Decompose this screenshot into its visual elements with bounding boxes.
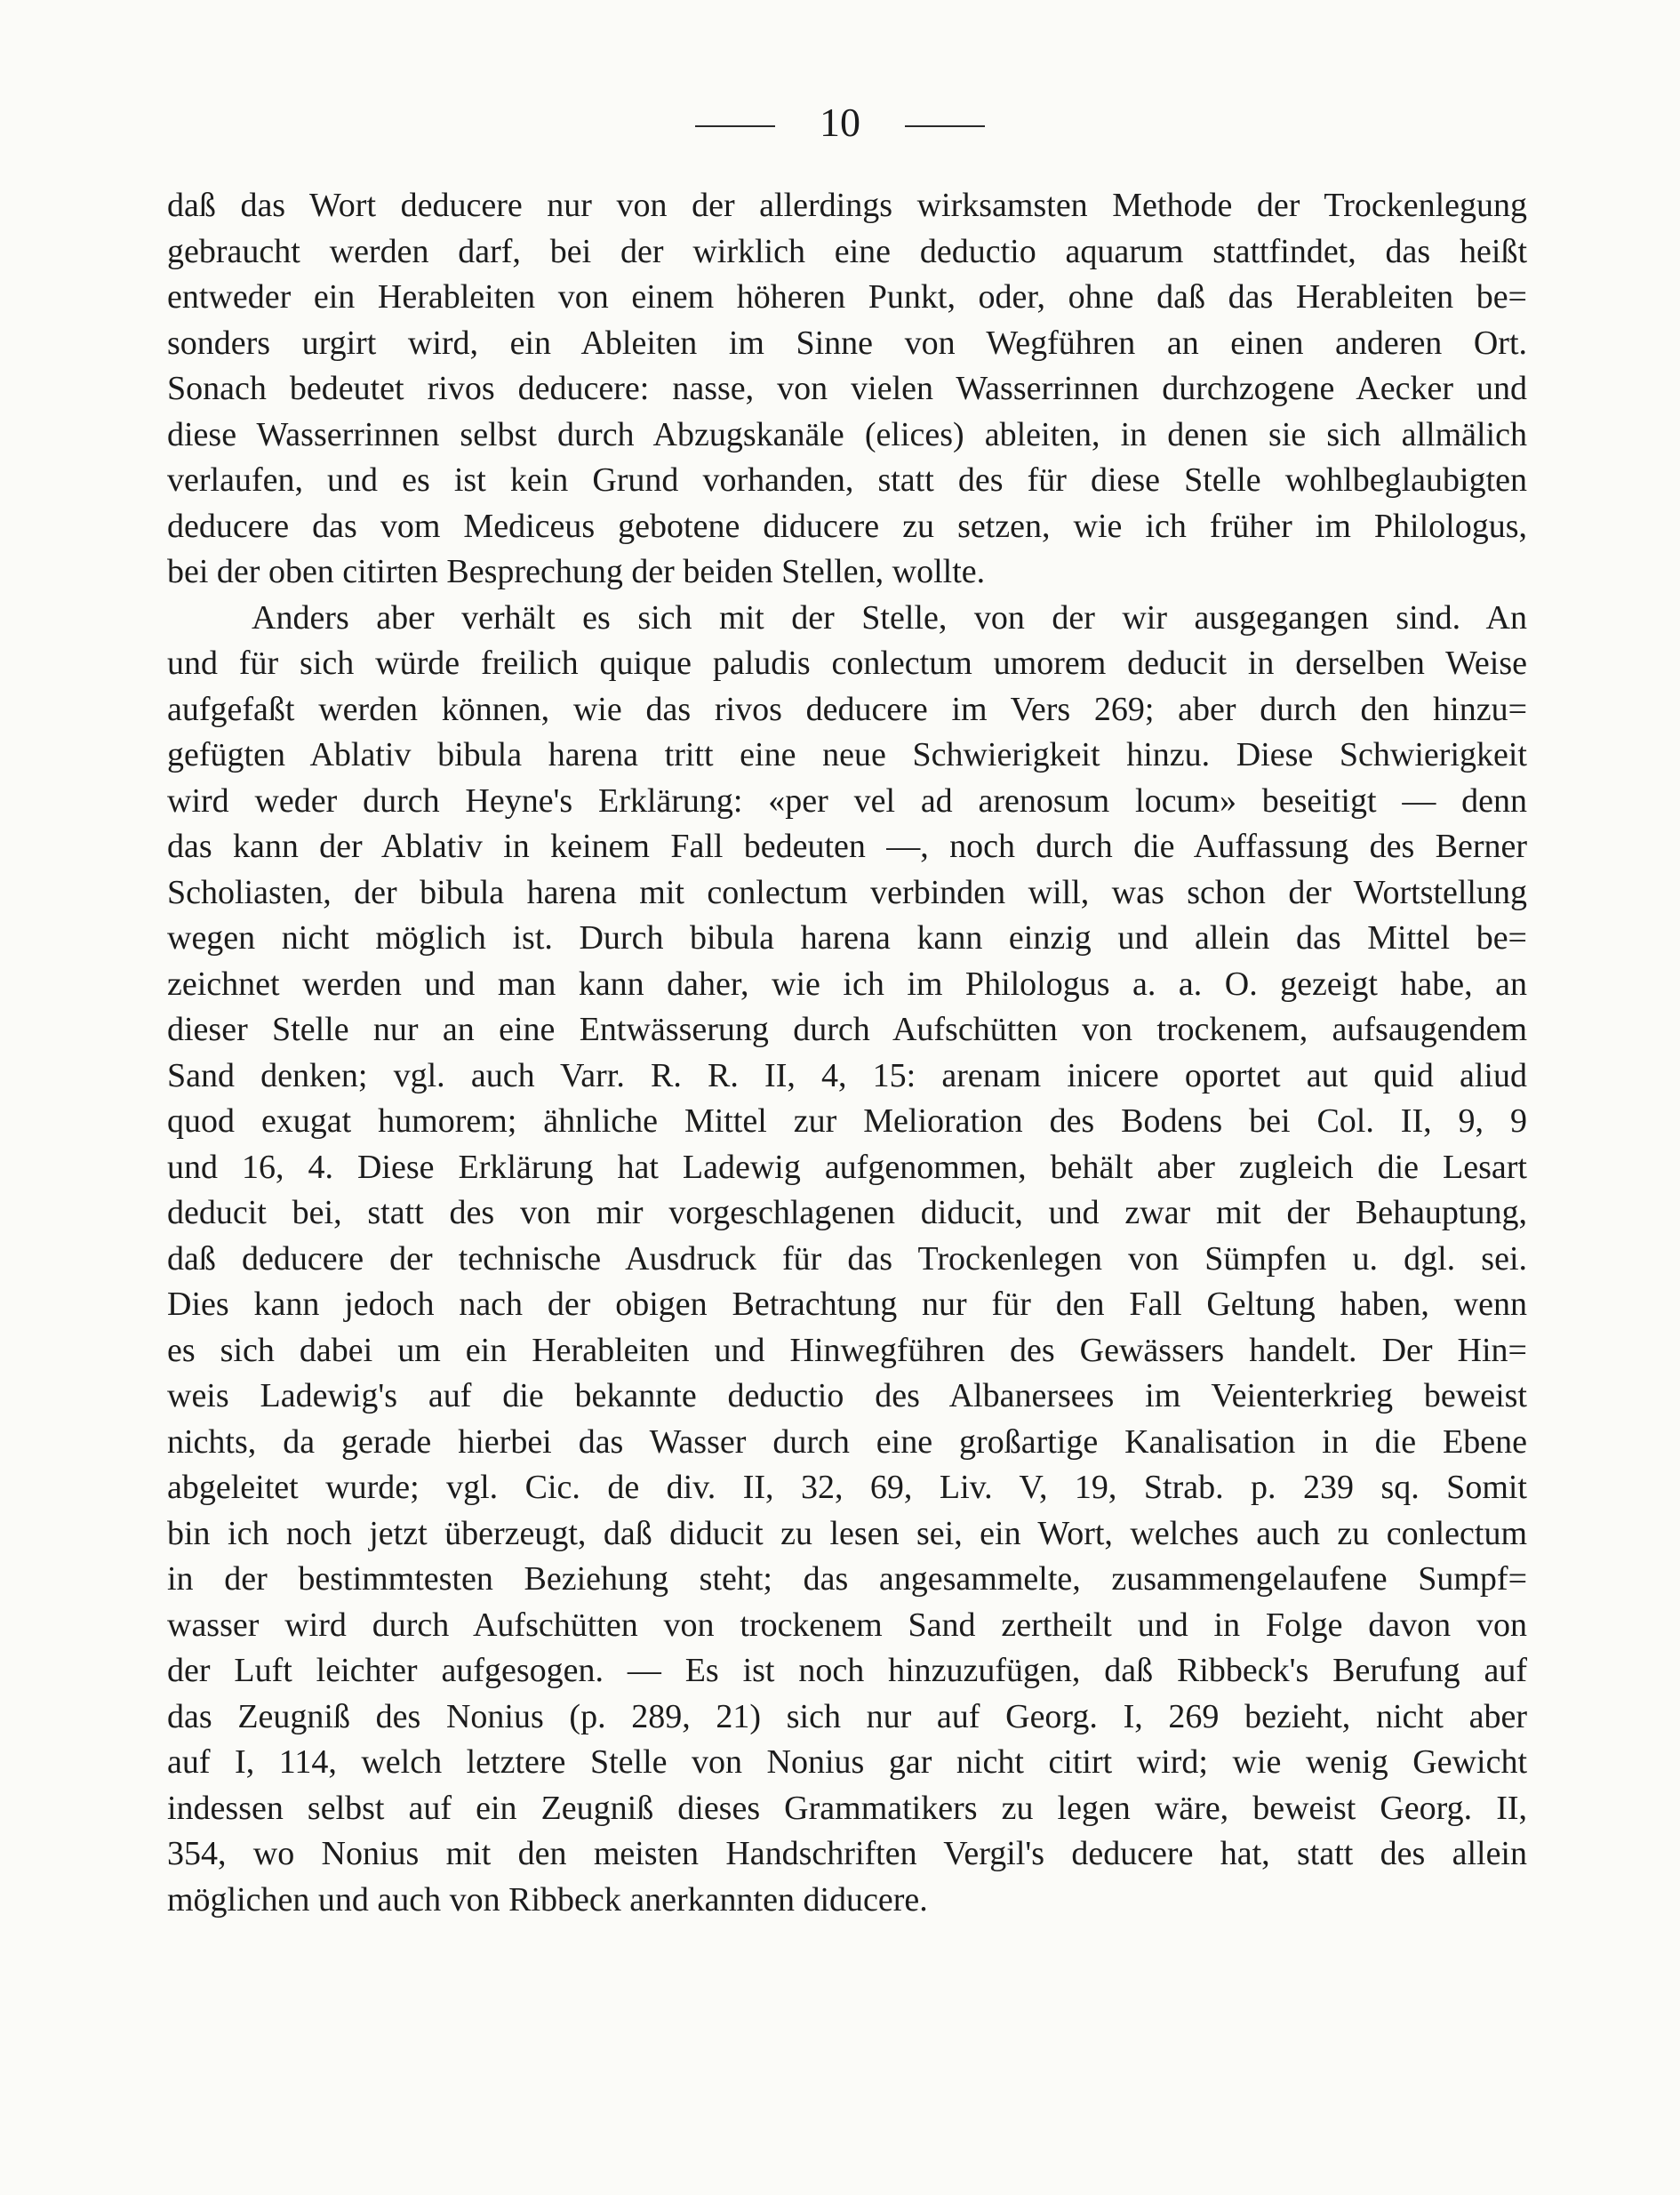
text-line: und für sich würde freilich quique paludis conlectum umorem deducit in derselben Weise (167, 645, 1527, 682)
text-line: Anders aber verhält es sich mit der Stelle, von der wir ausgegangen sind. An (252, 598, 1527, 637)
text-line: es sich dabei um ein Herableiten und Hinwegführen des Gewässers handelt. Der Hin= (167, 1331, 1527, 1369)
text-line: gebraucht werden darf, bei der wirklich eine deductio aquarum stattfindet, das heißt (167, 232, 1527, 270)
text-line: Sand denken; vgl. auch Varr. R. R. II, 4, 15: arenam inicere oportet aut quid aliud (167, 1056, 1527, 1094)
text-line: das kann der Ablativ in keinem Fall bedeuten —, noch durch die Auffassung des Berner (167, 828, 1527, 865)
text-line: und 16, 4. Diese Erklärung hat Ladewig aufgenommen, behält aber zugleich die Lesart (167, 1148, 1527, 1186)
text-line: deducit bei, statt des von mir vorgeschlagenen diducit, und zwar mit der Behauptung, (167, 1194, 1527, 1231)
text-line: diese Wasserrinnen selbst durch Abzugskanäle (elices) ableiten, in denen sie sich allmälich (167, 415, 1527, 453)
text-line: daß das Wort deducere nur von der allerdings wirksamsten Methode der Trockenlegung (167, 187, 1527, 224)
text-line: in der bestimmtesten Beziehung steht; das angesammelte, zusammengelaufene Sumpf= (167, 1560, 1527, 1598)
text-line: nichts, da gerade hierbei das Wasser durch eine großartige Kanalisation in die Ebene (167, 1422, 1527, 1461)
paragraph-2 (167, 596, 1527, 1924)
text-line: 354, wo Nonius mit den meisten Handschriften Vergil's deducere hat, statt des allein (167, 1835, 1527, 1872)
text-line: gefügten Ablativ bibula harena tritt eine neue Schwierigkeit hinzu. Diese Schwierigkeit (167, 736, 1527, 773)
text-line: aufgefaßt werden können, wie das rivos deducere im Vers 269; aber durch den hinzu= (167, 690, 1527, 728)
text-line: wegen nicht möglich ist. Durch bibula harena kann einzig und allein das Mittel be= (167, 919, 1527, 957)
text-line: verlaufen, und es ist kein Grund vorhanden, statt des für diese Stelle wohlbeglaubigten (167, 461, 1527, 499)
text-line: Scholiasten, der bibula harena mit conlectum verbinden will, was schon der Wortstellung (167, 873, 1527, 911)
text-line: der Luft leichter aufgesogen. — Es ist noch hinzuzufügen, daß Ribbeck's Berufung auf (167, 1652, 1527, 1689)
page-number: 10 (820, 100, 860, 145)
text-line: das Zeugniß des Nonius (p. 289, 21) sich nur auf Georg. I, 269 bezieht, nicht aber (167, 1697, 1527, 1735)
text-line: daß deducere der technische Ausdruck für das Trockenlegen von Sümpfen u. dgl. sei. (167, 1239, 1527, 1278)
page-header (0, 96, 1680, 149)
text-line: wasser wird durch Aufschütten von trockenem Sand zertheilt und in Folge davon von (167, 1606, 1527, 1644)
text-line: weis Ladewig's auf die bekannte deductio des Albanersees im Veienterkrieg beweist (167, 1377, 1527, 1414)
text-line: möglichen und auch von Ribbeck anerkannten diducere. (167, 1880, 928, 1919)
text-line: zeichnet werden und man kann daher, wie ich im Philologus a. a. O. gezeigt habe, an (167, 965, 1527, 1003)
text-line: Dies kann jedoch nach der obigen Betrachtung nur für den Fall Geltung haben, wenn (167, 1286, 1527, 1323)
text-line: deducere das vom Mediceus gebotene diducere zu setzen, wie ich früher im Philologus, (167, 507, 1527, 545)
text-line: bin ich noch jetzt überzeugt, daß diducit zu lesen sei, ein Wort, welches auch zu conlectum (167, 1514, 1527, 1552)
text-line: bei der oben citirten Besprechung der beiden Stellen, wollte. (167, 553, 986, 590)
paragraph-1 (167, 183, 1527, 596)
text-line: abgeleitet wurde; vgl. Cic. de div. II, 32, 69, Liv. V, 19, Strab. p. 239 sq. Somit (167, 1469, 1527, 1506)
text-line: quod exugat humorem; ähnliche Mittel zur Melioration des Bodens bei Col. II, 9, 9 (167, 1102, 1527, 1140)
body-text (167, 183, 1527, 1923)
text-line: dieser Stelle nur an eine Entwässerung durch Aufschütten von trockenem, aufsaugendem (167, 1011, 1527, 1048)
text-line: Sonach bedeutet rivos deducere: nasse, von vielen Wasserrinnen durchzogene Aecker und (167, 370, 1527, 407)
text-line: wird weder durch Heyne's Erklärung: «per vel ad arenosum locum» beseitigt — denn (167, 781, 1527, 820)
text-line: entweder ein Herableiten von einem höheren Punkt, oder, ohne daß das Herableiten be= (167, 278, 1527, 316)
text-line: sonders urgirt wird, ein Ableiten im Sinne von Wegführen an einen anderen Ort. (167, 324, 1527, 362)
text-line: indessen selbst auf ein Zeugniß dieses Grammatikers zu legen wäre, beweist Georg. II, (167, 1789, 1527, 1827)
header-rule-right (905, 125, 985, 127)
header-rule-left (695, 125, 775, 127)
text-line: auf I, 114, welch letztere Stelle von Nonius gar nicht citirt wird; wie wenig Gewicht (167, 1743, 1527, 1781)
